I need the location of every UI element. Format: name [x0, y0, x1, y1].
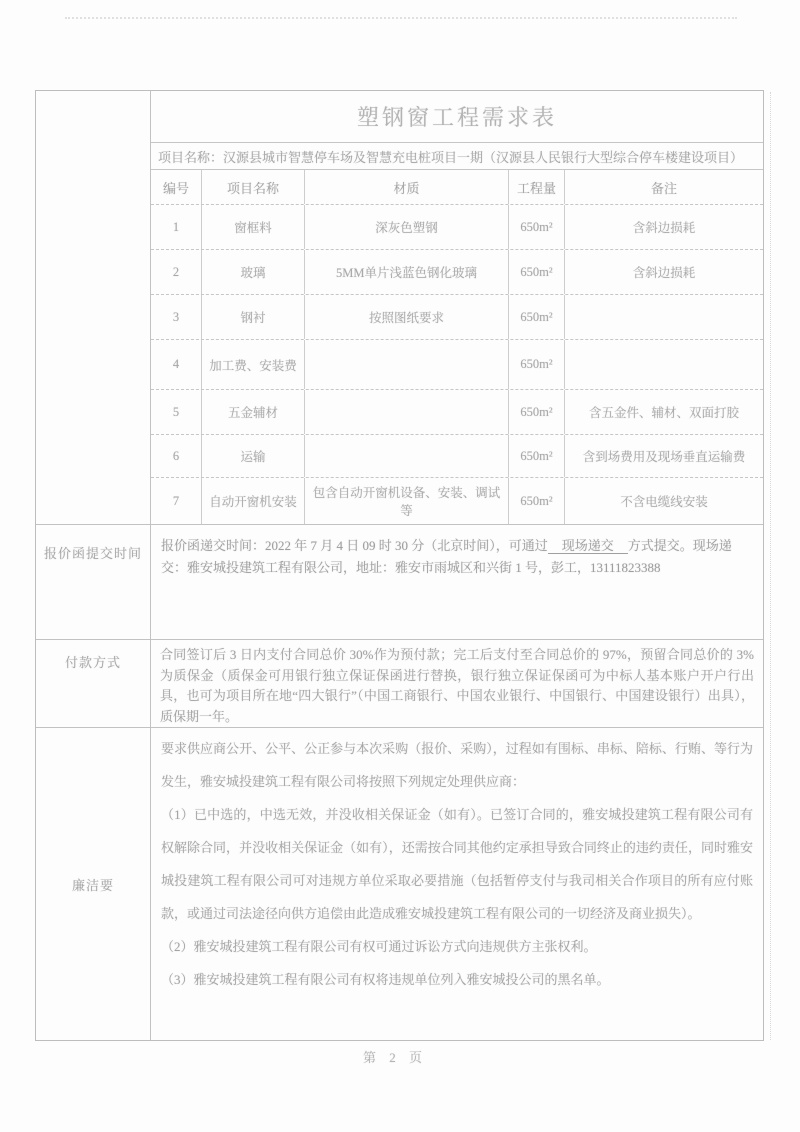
submission-text-before: 报价函递交时间：2022 年 7 月 4 日 09 时 30 分（北京时间），可通过: [161, 538, 548, 553]
cell-quantity: 650m²: [508, 295, 564, 339]
submission-content: [151, 525, 763, 639]
integrity-paragraph: 要求供应商公开、公平、公正参与本次采购（报价、采购），过程如有围标、串标、陪标、行贿、等行为发生，雅安城投建筑工程有限公司将按照下列规定处理供应商：: [161, 741, 753, 789]
cell-item: 加工费、安装费: [201, 340, 304, 389]
integrity-paragraph: （1）已中选的，中选无效，并没收相关保证金（如有）。已签订合同的，雅安城投建筑工程有限公司有权解除合同，并没收相关保证金（如有），还需按合同其他约定承担导致合同终止的违约责任，同时雅安城投建筑工程有限公司可对违规方单位采取必要措施（包括暂停支付与我司相关合作项目的所有应付账款，或通过司法途径向供方追偿由此造成雅安城投建筑工程有限公司的一切经济及商业损失）。: [161, 807, 753, 921]
cell-number: 5: [172, 404, 180, 419]
cell-item: 窗框料: [201, 205, 304, 249]
items-table: [151, 170, 763, 524]
cell-material: [304, 390, 508, 434]
payment-content: [151, 640, 763, 727]
cell-remark: 含斜边损耗: [564, 250, 763, 294]
section-integrity: [36, 727, 763, 1040]
table-row: [151, 339, 763, 389]
cell-number: 3: [172, 309, 180, 324]
payment-text: 合同签订后 3 日内支付合同总价 30%作为预付款；完工后支付至合同总价的 97%，预留合同总价的 3%为质保金（质保金可用银行独立保证保函进行替换，银行独立保证保函可为中标人基本账户开户行出具，也可为项目所在地“四大银行”（中国工商银行、中国农业银行、中国银行、中国建设银行）出具），质保期一年。: [160, 647, 754, 724]
table-row: [151, 204, 763, 249]
cell-remark: 不含电缆线安装: [564, 478, 763, 524]
cell-quantity: 650m²: [508, 340, 564, 389]
section-payment: [36, 639, 763, 727]
section-items-content: [151, 91, 763, 524]
cell-quantity: 650m²: [508, 435, 564, 477]
table-row: [151, 389, 763, 434]
cell-number: 6: [172, 448, 180, 463]
submission-label: 报价函提交时间: [36, 525, 151, 639]
table-row: [151, 434, 763, 477]
table-row: [151, 249, 763, 294]
integrity-label: 廉洁要: [36, 728, 151, 1040]
cell-remark: 含斜边损耗: [564, 205, 763, 249]
section-items-label-empty: [36, 91, 151, 524]
cell-number: 1: [172, 219, 180, 234]
cell-quantity: 650m²: [508, 205, 564, 249]
header-cell-remark: 备注: [564, 170, 763, 204]
cell-remark: 含到场费用及现场垂直运输费: [564, 435, 763, 477]
integrity-content: [151, 728, 763, 1040]
cell-material: [304, 340, 508, 389]
payment-label: 付款方式: [36, 640, 151, 727]
cell-material: [304, 435, 508, 477]
cell-quantity: 650m²: [508, 250, 564, 294]
cell-item: 五金辅材: [201, 390, 304, 434]
cell-remark: 含五金件、辅材、双面打胶: [564, 390, 763, 434]
cell-number: 7: [172, 493, 180, 508]
cell-item: 钢衬: [201, 295, 304, 339]
cell-number: 2: [172, 264, 180, 279]
cell-material: 深灰色塑钢: [304, 205, 508, 249]
scan-artifact-top-line: [65, 17, 737, 19]
header-cell-quantity: 工程量: [508, 170, 564, 204]
section-submission: [36, 524, 763, 639]
table-row: [151, 477, 763, 524]
cell-material: 5MM单片浅蓝色钢化玻璃: [304, 250, 508, 294]
page-number-footer: 第 2 页: [362, 1050, 427, 1065]
cell-item: 玻璃: [201, 250, 304, 294]
cell-material: 包含自动开窗机设备、安装、调试等: [304, 478, 508, 524]
submission-text-after: 方式提交。现场递交：雅安城投建筑工程有限公司，地址：雅安市雨城区和兴街 1 号，彭工，13111823388: [161, 538, 732, 575]
items-table-header-row: [151, 170, 763, 204]
header-cell-number: 编号: [162, 180, 189, 196]
submission-method-underlined: 现场递交: [548, 538, 628, 554]
cell-item: 运输: [201, 435, 304, 477]
scan-artifact-right-line: [770, 92, 771, 1040]
section-items: [36, 91, 763, 524]
integrity-paragraph: （2）雅安城投建筑工程有限公司有权可通过诉讼方式向违规供方主张权利。: [161, 939, 597, 954]
cell-remark: [564, 295, 763, 339]
cell-quantity: 650m²: [508, 478, 564, 524]
requirements-document-table: [35, 90, 764, 1041]
cell-item: 自动开窗机安装: [201, 478, 304, 524]
cell-quantity: 650m²: [508, 390, 564, 434]
project-name-row: 项目名称：汉源县城市智慧停车场及智慧充电桩项目一期（汉源县人民银行大型综合停车楼建设项目）: [151, 143, 763, 170]
integrity-paragraph: （3）雅安城投建筑工程有限公司有权将违规单位列入雅安城投公司的黑名单。: [161, 972, 610, 987]
table-row: [151, 294, 763, 339]
cell-material: 按照图纸要求: [304, 295, 508, 339]
page-title: 塑钢窗工程需求表: [151, 91, 763, 143]
cell-number: 4: [172, 357, 180, 371]
cell-remark: [564, 340, 763, 389]
header-cell-item: 项目名称: [201, 170, 304, 204]
header-cell-material: 材质: [304, 170, 508, 204]
